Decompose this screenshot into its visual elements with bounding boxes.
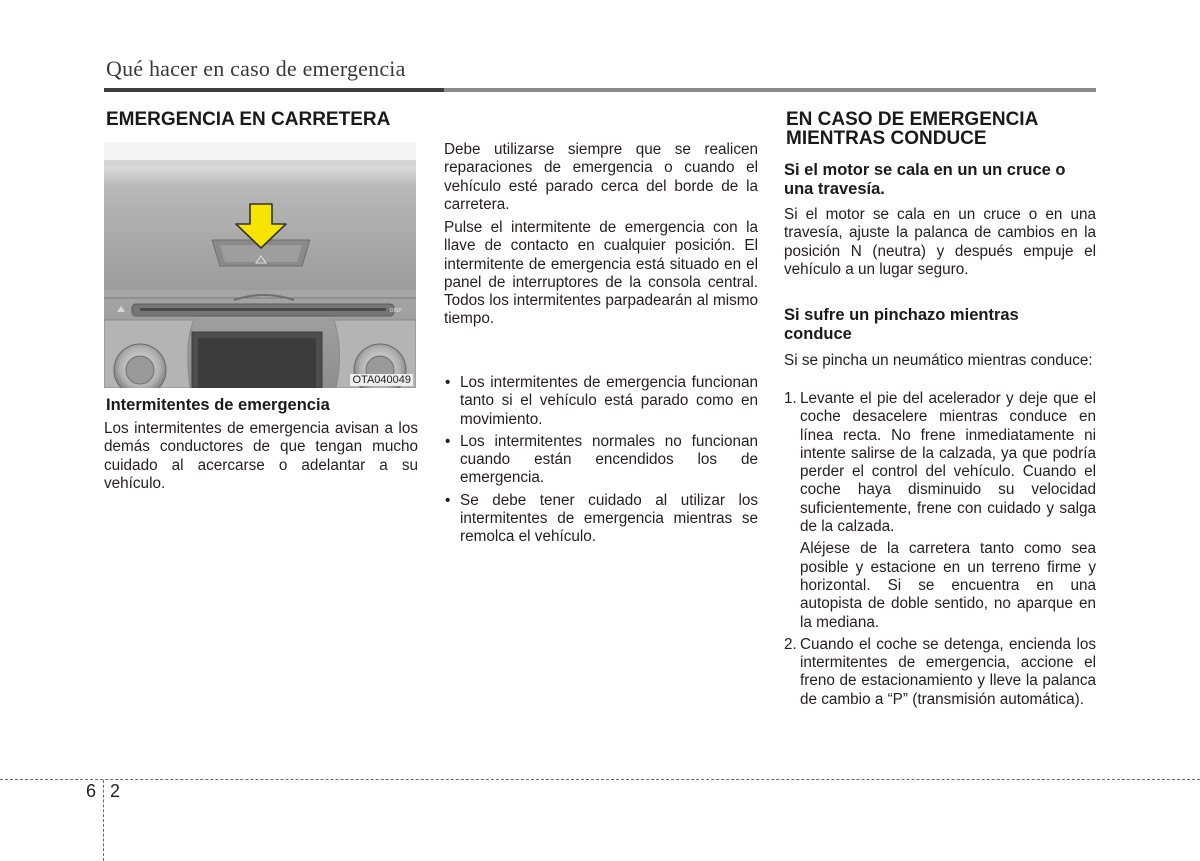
- footer-rule: [0, 779, 1200, 780]
- dashboard-illustration: [104, 142, 416, 388]
- figure-code: OTA040049: [352, 374, 411, 386]
- step-number: 1.: [784, 390, 797, 407]
- section-title-emergencia-conduce: [786, 110, 1106, 148]
- section-title-line: EN CASO DE EMERGENCIA: [786, 109, 1039, 130]
- bullet-list: [444, 374, 758, 551]
- chapter-title: Qué hacer en caso de emergencia: [106, 56, 406, 81]
- step-extra-text: Aléjese de la carretera tanto como sea posible y estacione en un terreno firme y horizontal. Si se encuentra en una autopista de doble sentido, no aparque en la mediana.: [800, 540, 1096, 631]
- paragraph-debe-utilizarse: Debe utilizarse siempre que se realicen reparaciones de emergencia o cuando el vehículo esté parado cerca del borde de la carretera.: [444, 141, 758, 213]
- subhead-motor-cala: Si el motor se cala en un un cruce o una travesía.: [784, 161, 1066, 198]
- subhead-pinchazo: Si sufre un pinchazo mientras conduce: [784, 306, 1019, 343]
- step-number: 2.: [784, 635, 797, 653]
- page-number: 2: [110, 781, 121, 801]
- bullet-item: • Los intermitentes normales no funcionan cuando están encendidos los de emergencia.: [444, 433, 758, 488]
- section-title-line: MIENTRAS CONDUCE: [786, 128, 987, 149]
- subhead-intermitentes: Intermitentes de emergencia: [106, 396, 330, 414]
- section-title-emergencia-carretera: EMERGENCIA EN CARRETERA: [106, 109, 391, 130]
- header-rule-light-segment: [444, 88, 1096, 92]
- header-rule-dark-segment: [104, 88, 444, 92]
- step-item: [784, 636, 1096, 709]
- paragraph-pulse-intermitente: Pulse el intermitente de emergencia con la llave de contacto en cualquier posición. El intermitente de emergencia está situado en el panel de interruptores de la consola central. Todos los intermitentes parpadearán al mismo tiempo.: [444, 219, 758, 328]
- paragraph-pinchazo: Si se pincha un neumático mientras conduce:: [784, 352, 1093, 369]
- bullet-item: • Los intermitentes de emergencia funcionan tanto si el vehículo está parado como en movimiento.: [444, 374, 758, 429]
- footer-vertical-rule: [103, 780, 104, 861]
- page-chapter-number: 6: [86, 781, 97, 801]
- step-text: Cuando el coche se detenga, encienda los intermitentes de emergencia, accione el freno de estacionamiento y lleve la palanca de cambio a “P” (transmisión automática).: [800, 635, 1096, 708]
- numbered-steps: [784, 390, 1096, 713]
- paragraph-intermitentes: Los intermitentes de emergencia avisan a los demás conductores de que tengan mucho cuidado al acercarse o adelantar a su vehículo.: [104, 420, 418, 492]
- step-item: [784, 390, 1096, 632]
- step-text: Levante el pie del acelerador y deje que el coche desacelere mientras conduce en línea recta. No frene inmediatamente ni intente salirse de la calzada, ya que podría perder el control del vehículo. Cuando el coche haya disminuido su velocidad suficientemente, frene con cuidado y salga de la calzada.: [800, 390, 1096, 536]
- svg-text:DISP: DISP: [390, 308, 402, 314]
- header-rule: [104, 88, 1096, 92]
- paragraph-motor-cala: Si el motor se cala en un cruce o en una travesía, ajuste la palanca de cambios en la posición N (neutra) y después empuje el vehículo a un lugar seguro.: [784, 206, 1096, 278]
- hazard-switch-figure: [104, 142, 416, 388]
- bullet-item: • Se debe tener cuidado al utilizar los intermitentes de emergencia mientras se remolca el vehículo.: [444, 492, 758, 547]
